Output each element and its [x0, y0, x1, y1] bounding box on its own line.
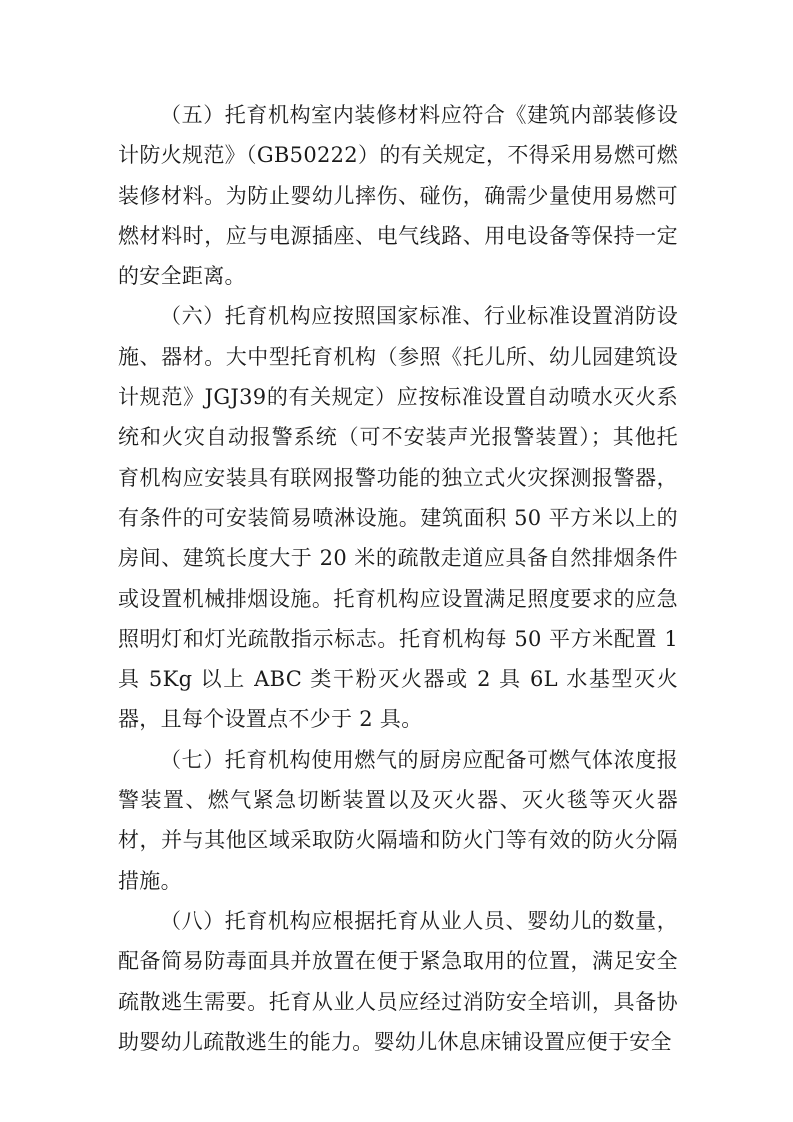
paragraph-5: （五）托育机构室内装修材料应符合《建筑内部装修设计防火规范》（GB50222）的有关规定，不得采用易燃可燃装修材料。为防止婴幼儿摔伤、碰伤，确需少量使用易燃可燃材料时，应与电源插座、电气线路、用电设备等保持一定的安全距离。 [118, 103, 678, 289]
paragraph-6: （六）托育机构应按照国家标准、行业标准设置消防设施、器材。大中型托育机构（参照《托儿所、幼儿园建筑设计规范》JGJ39的有关规定）应按标准设置自动喷水灭火系统和火灾自动报警系统（可不安装声光报警装置）；其他托育机构应安装具有联网报警功能的独立式火灾探测报警器，有条件的可安装简易喷淋设施。建筑面积 50 平方米以上的房间、建筑长度大于 20 米的疏散走道应具备自然排烟条件或设置机械排烟设施。托育机构应设置满足照度要求的应急照明灯和灯光疏散指示标志。托育机构每 50 平方米配置 1 具 5Kg 以上 ABC 类干粉灭火器或 2 具 6L 水基型灭火器，且每个设置点不少于 2 具。 [118, 304, 678, 732]
paragraph-7: （七）托育机构使用燃气的厨房应配备可燃气体浓度报警装置、燃气紧急切断装置以及灭火器、灭火毯等灭火器材，并与其他区域采取防火隔墙和防火门等有效的防火分隔措施。 [118, 747, 678, 893]
document-body [118, 95, 678, 1062]
paragraph-8: （八）托育机构应根据托育从业人员、婴幼儿的数量，配备简易防毒面具并放置在便于紧急取用的位置，满足安全疏散逃生需要。托育从业人员应经过消防安全培训，具备协助婴幼儿疏散逃生的能力。婴幼儿休息床铺设置应便于安全 [118, 908, 678, 1054]
